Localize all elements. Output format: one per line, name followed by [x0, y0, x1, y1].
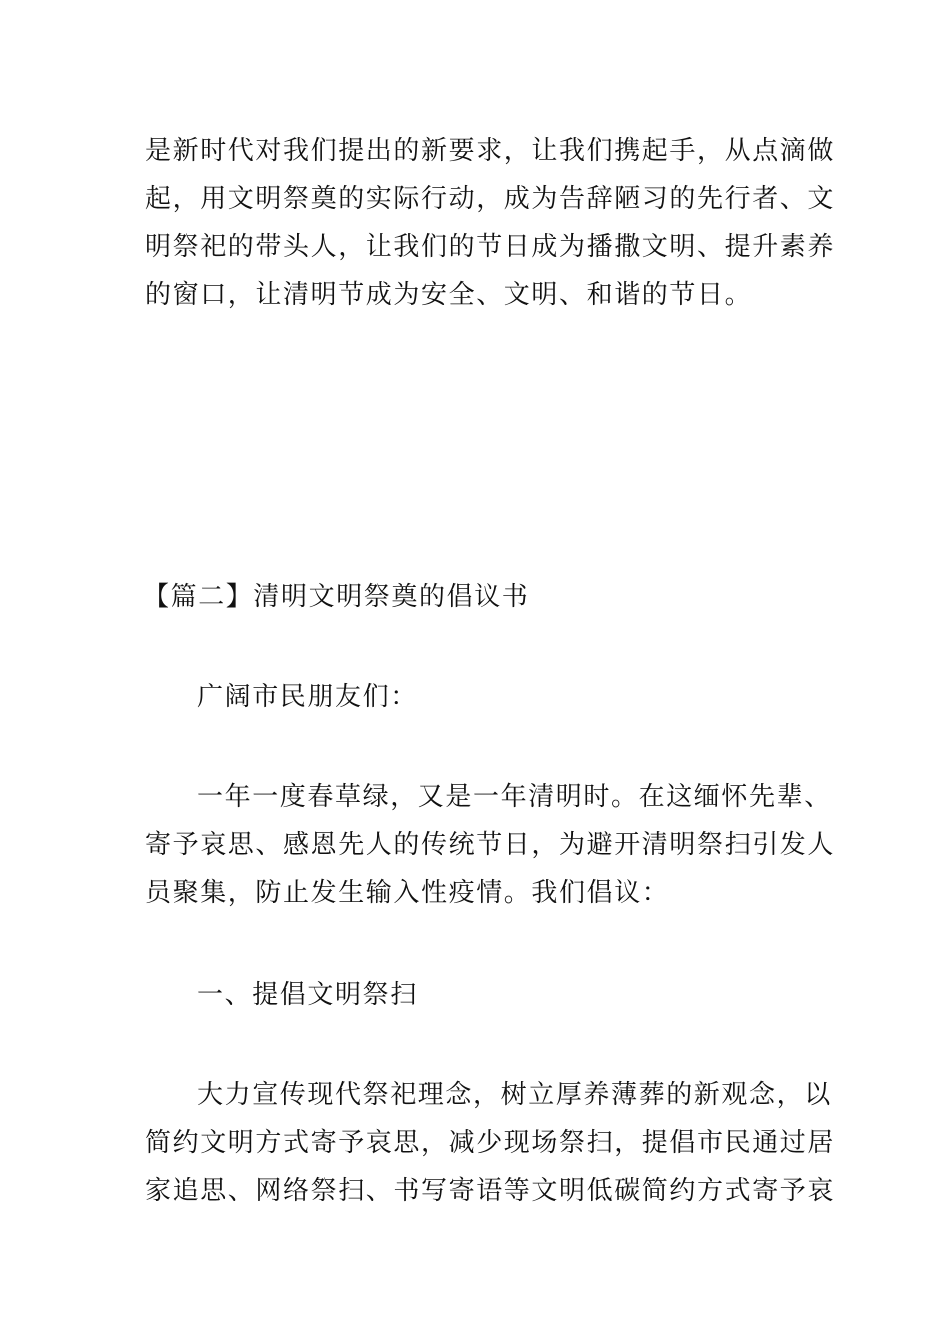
paragraph-line: 起，用文明祭奠的实际行动，成为告辞陋习的先行者、文 — [145, 184, 836, 214]
paragraph-line: 是新时代对我们提出的新要求，让我们携起手，从点滴做 — [145, 136, 836, 166]
paragraph-line: 的窗口，让清明节成为安全、文明、和谐的节日。 — [145, 280, 753, 310]
paragraph-line: 一年一度春草绿，又是一年清明时。在这缅怀先辈、 — [197, 782, 832, 812]
paragraph-line: 大力宣传现代祭祀理念，树立厚养薄葬的新观念，以 — [197, 1080, 832, 1110]
paragraph-line: 家追思、网络祭扫、书写寄语等文明低碳简约方式寄予哀 — [145, 1176, 836, 1206]
paragraph-line: 简约文明方式寄予哀思，减少现场祭扫，提倡市民通过居 — [145, 1128, 836, 1158]
section-heading: 【篇二】清明文明祭奠的倡议书 — [143, 582, 530, 612]
item-heading: 一、提倡文明祭扫 — [197, 980, 418, 1010]
paragraph-line: 明祭祀的带头人，让我们的节日成为播撒文明、提升素养 — [145, 232, 836, 262]
paragraph-line: 员聚集，防止发生输入性疫情。我们倡议： — [145, 878, 670, 908]
paragraph-line: 寄予哀思、感恩先人的传统节日，为避开清明祭扫引发人 — [145, 830, 836, 860]
salutation: 广阔市民朋友们： — [197, 682, 418, 712]
